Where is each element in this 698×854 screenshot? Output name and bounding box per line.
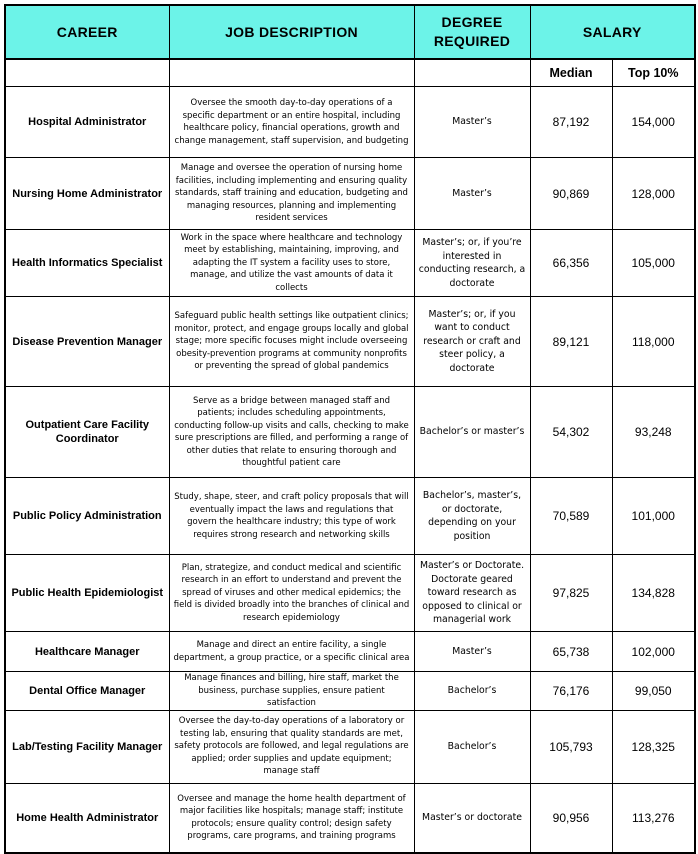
salary-top10: 134,828: [612, 555, 695, 632]
career-name: Public Health Epidemiologist: [5, 555, 169, 632]
salary-median: 90,956: [530, 783, 612, 853]
salary-top10: 105,000: [612, 230, 695, 297]
table-row: [5, 672, 695, 711]
table-row: [5, 297, 695, 387]
header-career: CAREER: [5, 5, 169, 59]
salary-median: 97,825: [530, 555, 612, 632]
degree-required: Bachelor’s: [414, 710, 530, 783]
salary-top10: 101,000: [612, 478, 695, 555]
job-description: Oversee the smooth day-to-day operations of a specific department or an entire hospital, including healthcare policy, financial operations, growth and change management, staff supervision, and budgeting: [169, 87, 414, 158]
subheader-median: Median: [530, 59, 612, 87]
job-description: Manage and oversee the operation of nursing home facilities, including implementing and ensuring quality standards, staff training and education, budgeting and managing resources, planning and implementing resident services: [169, 158, 414, 230]
table-row: [5, 478, 695, 555]
header-degree-line1: DEGREE: [441, 14, 503, 30]
career-name: Outpatient Care Facility Coordinator: [5, 387, 169, 478]
table-row: [5, 632, 695, 672]
career-name: Health Informatics Specialist: [5, 230, 169, 297]
job-description: Manage and direct an entire facility, a single department, a group practice, or a specific clinical area: [169, 632, 414, 672]
table-row: [5, 710, 695, 783]
subheader-empty-description: [169, 59, 414, 87]
table-row: [5, 555, 695, 632]
career-name: Public Policy Administration: [5, 478, 169, 555]
degree-required: Bachelor’s or master’s: [414, 387, 530, 478]
header-job-description: JOB DESCRIPTION: [169, 5, 414, 59]
degree-required: Master’s; or, if you want to conduct research or craft and steer policy, a doctorate: [414, 297, 530, 387]
degree-required: Master’s: [414, 632, 530, 672]
job-description: Oversee the day-to-day operations of a laboratory or testing lab, ensuring that quality standards are met, safety protocols are followed, and legal regulations are applied; order supplies and update equipment; manage staff: [169, 710, 414, 783]
job-description: Plan, strategize, and conduct medical and scientific research in an effort to understand and prevent the spread of viruses and other medical epidemics; the field is divided broadly into the branches of clinical and research epidemiology: [169, 555, 414, 632]
table-row: [5, 87, 695, 158]
job-description: Serve as a bridge between managed staff and patients; includes scheduling appointments, conducting follow-up visits and calls, checking to make sure prescriptions are filled, and performing a range of other duties that relate to ensuring thorough and thoughtful patient care: [169, 387, 414, 478]
job-description: Manage finances and billing, hire staff, market the business, purchase supplies, ensure patient satisfaction: [169, 672, 414, 711]
salary-top10: 102,000: [612, 632, 695, 672]
salary-median: 66,356: [530, 230, 612, 297]
job-description: Work in the space where healthcare and technology meet by establishing, maintaining, improving, and adapting the IT system a facility uses to store, manage, and utilize the vast amounts of data it collects: [169, 230, 414, 297]
header-degree-required: [414, 5, 530, 59]
degree-required: Master’s or Doctorate. Doctorate geared toward research as opposed to clinical or managerial work: [414, 555, 530, 632]
table-row: [5, 230, 695, 297]
salary-top10: 99,050: [612, 672, 695, 711]
table-row: [5, 158, 695, 230]
careers-table-wrapper: [4, 4, 696, 854]
subheader-top10: Top 10%: [612, 59, 695, 87]
degree-required: Master’s: [414, 158, 530, 230]
salary-top10: 113,276: [612, 783, 695, 853]
header-row: [5, 5, 695, 59]
salary-median: 105,793: [530, 710, 612, 783]
subheader-empty-career: [5, 59, 169, 87]
degree-required: Bachelor’s, master’s, or doctorate, depending on your position: [414, 478, 530, 555]
salary-median: 89,121: [530, 297, 612, 387]
salary-top10: 154,000: [612, 87, 695, 158]
career-name: Hospital Administrator: [5, 87, 169, 158]
header-salary: SALARY: [530, 5, 695, 59]
job-description: Study, shape, steer, and craft policy proposals that will eventually impact the laws and regulations that govern the healthcare industry; this type of work requires strong research and networking skills: [169, 478, 414, 555]
degree-required: Bachelor’s: [414, 672, 530, 711]
salary-median: 70,589: [530, 478, 612, 555]
table-row: [5, 783, 695, 853]
salary-top10: 93,248: [612, 387, 695, 478]
job-description: Safeguard public health settings like outpatient clinics; monitor, protect, and engage groups locally and global stage; more specific focuses might include overseeing obesity-prevention programs at community nonprofits or preventing the spread of global pandemics: [169, 297, 414, 387]
table-row: [5, 387, 695, 478]
salary-top10: 128,000: [612, 158, 695, 230]
career-name: Dental Office Manager: [5, 672, 169, 711]
salary-top10: 128,325: [612, 710, 695, 783]
salary-median: 87,192: [530, 87, 612, 158]
career-name: Lab/Testing Facility Manager: [5, 710, 169, 783]
salary-median: 76,176: [530, 672, 612, 711]
subheader-row: [5, 59, 695, 87]
salary-top10: 118,000: [612, 297, 695, 387]
career-name: Home Health Administrator: [5, 783, 169, 853]
degree-required: Master’s or doctorate: [414, 783, 530, 853]
salary-median: 65,738: [530, 632, 612, 672]
career-name: Healthcare Manager: [5, 632, 169, 672]
header-degree-line2: REQUIRED: [433, 33, 511, 49]
salary-median: 54,302: [530, 387, 612, 478]
job-description: Oversee and manage the home health department of major facilities like hospitals; manage staff; institute protocols; ensure quality control; design safety programs, care programs, and training programs: [169, 783, 414, 853]
career-name: Nursing Home Administrator: [5, 158, 169, 230]
degree-required: Master’s: [414, 87, 530, 158]
degree-required: Master’s; or, if you’re interested in conducting research, a doctorate: [414, 230, 530, 297]
salary-median: 90,869: [530, 158, 612, 230]
career-name: Disease Prevention Manager: [5, 297, 169, 387]
subheader-empty-degree: [414, 59, 530, 87]
careers-table: [4, 4, 696, 854]
